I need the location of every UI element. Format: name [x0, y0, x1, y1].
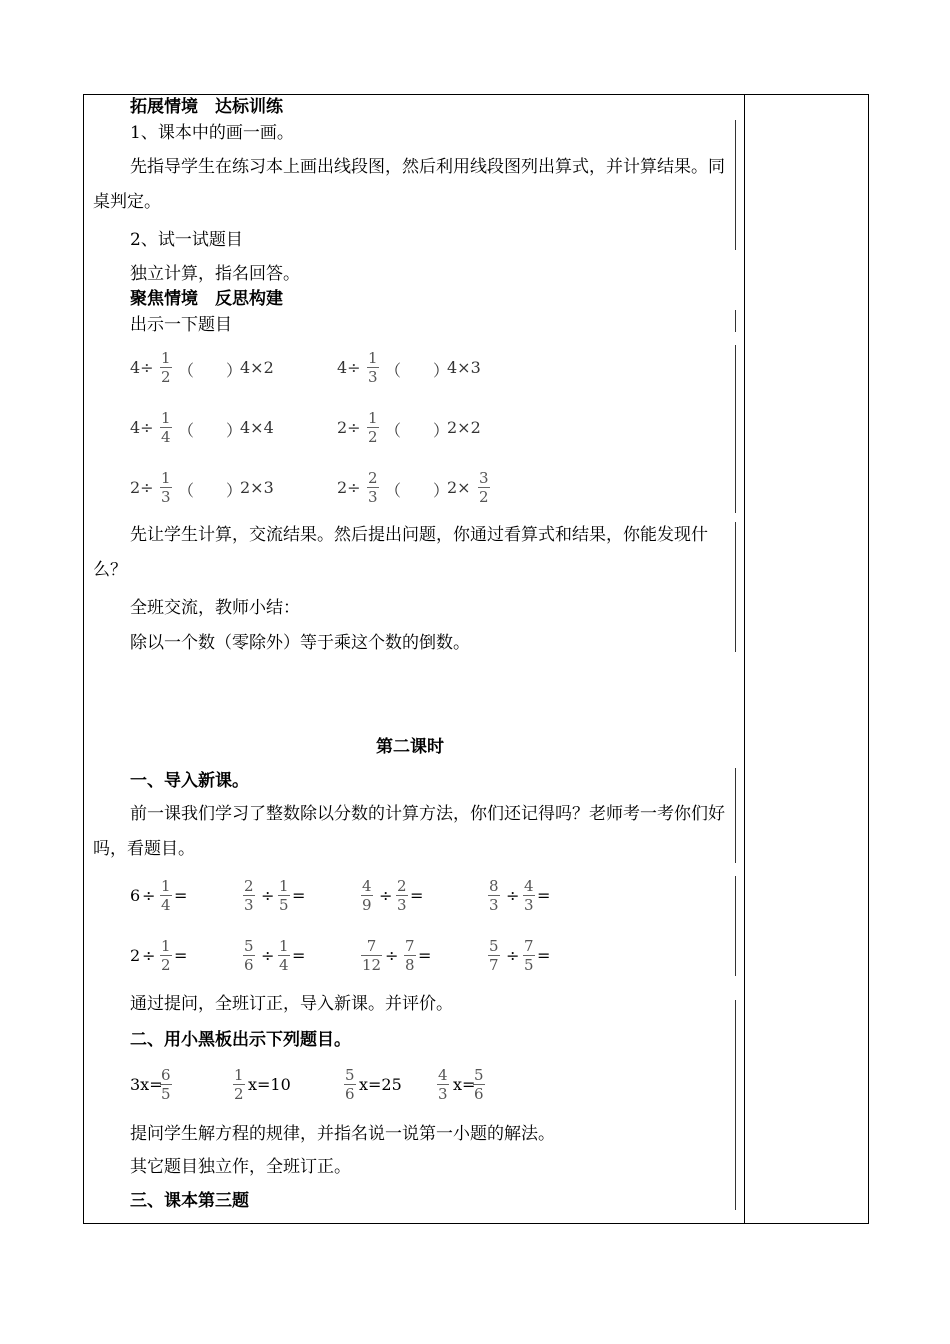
expr-whole: 4÷ — [130, 418, 154, 437]
divide-sign: ÷ — [506, 886, 520, 905]
divide-sign: ÷ — [261, 886, 275, 905]
equation-left: 3x= — [130, 1075, 163, 1094]
paragraph: 出示一下题目 — [130, 315, 232, 335]
divide-sign: ÷ — [379, 886, 393, 905]
whole-number: 6 — [130, 886, 141, 905]
fraction: $\frac{2}{3}$ — [244, 877, 254, 914]
paragraph: 先指导学生在练习本上画出线段图，然后利用线段图列出算式，并计算结果。同桌判定。 — [93, 157, 725, 212]
divide-sign: ÷ — [385, 946, 399, 965]
section-heading: 聚焦情境 反思构建 — [130, 289, 283, 309]
margin-mark — [735, 1000, 736, 1210]
paragraph: 前一课我们学习了整数除以分数的计算方法，你们还记得吗？老师考一考你们好吗，看题目。 — [93, 804, 725, 859]
expr-right: 2× — [447, 478, 471, 497]
expr-whole: 2÷ — [337, 478, 361, 497]
paragraph: 独立计算，指名回答。 — [130, 264, 300, 284]
expr-right: 2×3 — [240, 478, 274, 497]
expr-whole: 4÷ — [130, 358, 154, 377]
paragraph: 通过提问，全班订正，导入新课。并评价。 — [130, 994, 453, 1014]
fraction: $\frac{7}{8}$ — [405, 937, 415, 974]
fraction: $\frac{1}{4}$ — [161, 409, 171, 446]
whole-number: 2 — [130, 946, 141, 965]
expr-whole: 2÷ — [337, 418, 361, 437]
equals-sign: = — [174, 886, 188, 905]
expr-right: 4×4 — [240, 418, 274, 437]
fraction: $\frac{1}{4}$ — [279, 937, 289, 974]
notes-column-divider — [744, 94, 745, 1224]
fraction: $\frac{5}{6}$ — [474, 1066, 484, 1103]
equals-sign: = — [537, 946, 551, 965]
fraction: $\frac{7}{12}$ — [362, 937, 382, 974]
fraction: $\frac{1}{4}$ — [161, 877, 171, 914]
divide-sign: ÷ — [261, 946, 275, 965]
paragraph: 提问学生解方程的规律，并指名说一说第一小题的解法。 — [130, 1124, 555, 1144]
fraction: $\frac{1}{2}$ — [161, 937, 171, 974]
lesson-title: 第二课时 — [376, 737, 444, 757]
comparison-blank: （ ） — [178, 421, 243, 440]
expr-right: 2×2 — [447, 418, 481, 437]
fraction: $\frac{4}{3}$ — [438, 1066, 448, 1103]
divide-sign: ÷ — [142, 946, 156, 965]
comparison-blank: （ ） — [178, 361, 243, 380]
comparison-blank: （ ） — [385, 481, 450, 500]
equals-sign: = — [537, 886, 551, 905]
paragraph: 除以一个数（零除外）等于乘这个数的倒数。 — [130, 633, 470, 653]
item-text: 1、课本中的画一画。 — [130, 123, 294, 143]
section-heading: 一、导入新课。 — [130, 771, 249, 791]
paragraph: 全班交流，教师小结： — [130, 598, 300, 618]
divide-sign: ÷ — [142, 886, 156, 905]
margin-mark — [735, 310, 736, 332]
equation-right: x=25 — [359, 1075, 402, 1094]
fraction: $\frac{3}{2}$ — [479, 469, 489, 506]
fraction: $\frac{5}{7}$ — [489, 937, 499, 974]
fraction: $\frac{1}{2}$ — [368, 409, 378, 446]
equals-sign: = — [174, 946, 188, 965]
comparison-blank: （ ） — [385, 421, 450, 440]
equals-sign: = — [292, 886, 306, 905]
fraction: $\frac{1}{2}$ — [161, 349, 171, 386]
item-text: 2、试一试题目 — [130, 230, 243, 250]
section-heading: 三、课本第三题 — [130, 1191, 249, 1211]
expr-whole: 4÷ — [337, 358, 361, 377]
margin-mark — [735, 522, 736, 652]
fraction: $\frac{2}{3}$ — [397, 877, 407, 914]
fraction: $\frac{1}{5}$ — [279, 877, 289, 914]
margin-mark — [735, 768, 736, 863]
paragraph: 先让学生计算，交流结果。然后提出问题，你通过看算式和结果，你能发现什么？ — [93, 525, 708, 580]
margin-mark — [735, 876, 736, 976]
fraction: $\frac{7}{5}$ — [524, 937, 534, 974]
margin-mark — [735, 120, 736, 250]
fraction: $\frac{8}{3}$ — [489, 877, 499, 914]
fraction: $\frac{1}{3}$ — [161, 469, 171, 506]
fraction: $\frac{4}{9}$ — [362, 877, 372, 914]
fraction: $\frac{4}{3}$ — [524, 877, 534, 914]
fraction: $\frac{5}{6}$ — [345, 1066, 355, 1103]
expr-right: 4×2 — [240, 358, 274, 377]
equals-sign: = — [410, 886, 424, 905]
fraction: $\frac{1}{3}$ — [368, 349, 378, 386]
expr-whole: 2÷ — [130, 478, 154, 497]
section-heading: 二、用小黑板出示下列题目。 — [130, 1030, 351, 1050]
equals-sign: = — [292, 946, 306, 965]
expr-right: 4×3 — [447, 358, 481, 377]
section-heading: 拓展情境 达标训练 — [130, 97, 283, 117]
fraction: $\frac{2}{3}$ — [368, 469, 378, 506]
divide-sign: ÷ — [506, 946, 520, 965]
comparison-blank: （ ） — [385, 361, 450, 380]
paragraph: 其它题目独立作，全班订正。 — [130, 1157, 351, 1177]
fraction: $\frac{1}{2}$ — [234, 1066, 244, 1103]
fraction: $\frac{5}{6}$ — [244, 937, 254, 974]
equals-sign: = — [418, 946, 432, 965]
fraction: $\frac{6}{5}$ — [161, 1066, 171, 1103]
margin-mark — [735, 345, 736, 513]
equation-right: x=10 — [248, 1075, 291, 1094]
equation-mid: x= — [453, 1075, 476, 1094]
comparison-blank: （ ） — [178, 481, 243, 500]
